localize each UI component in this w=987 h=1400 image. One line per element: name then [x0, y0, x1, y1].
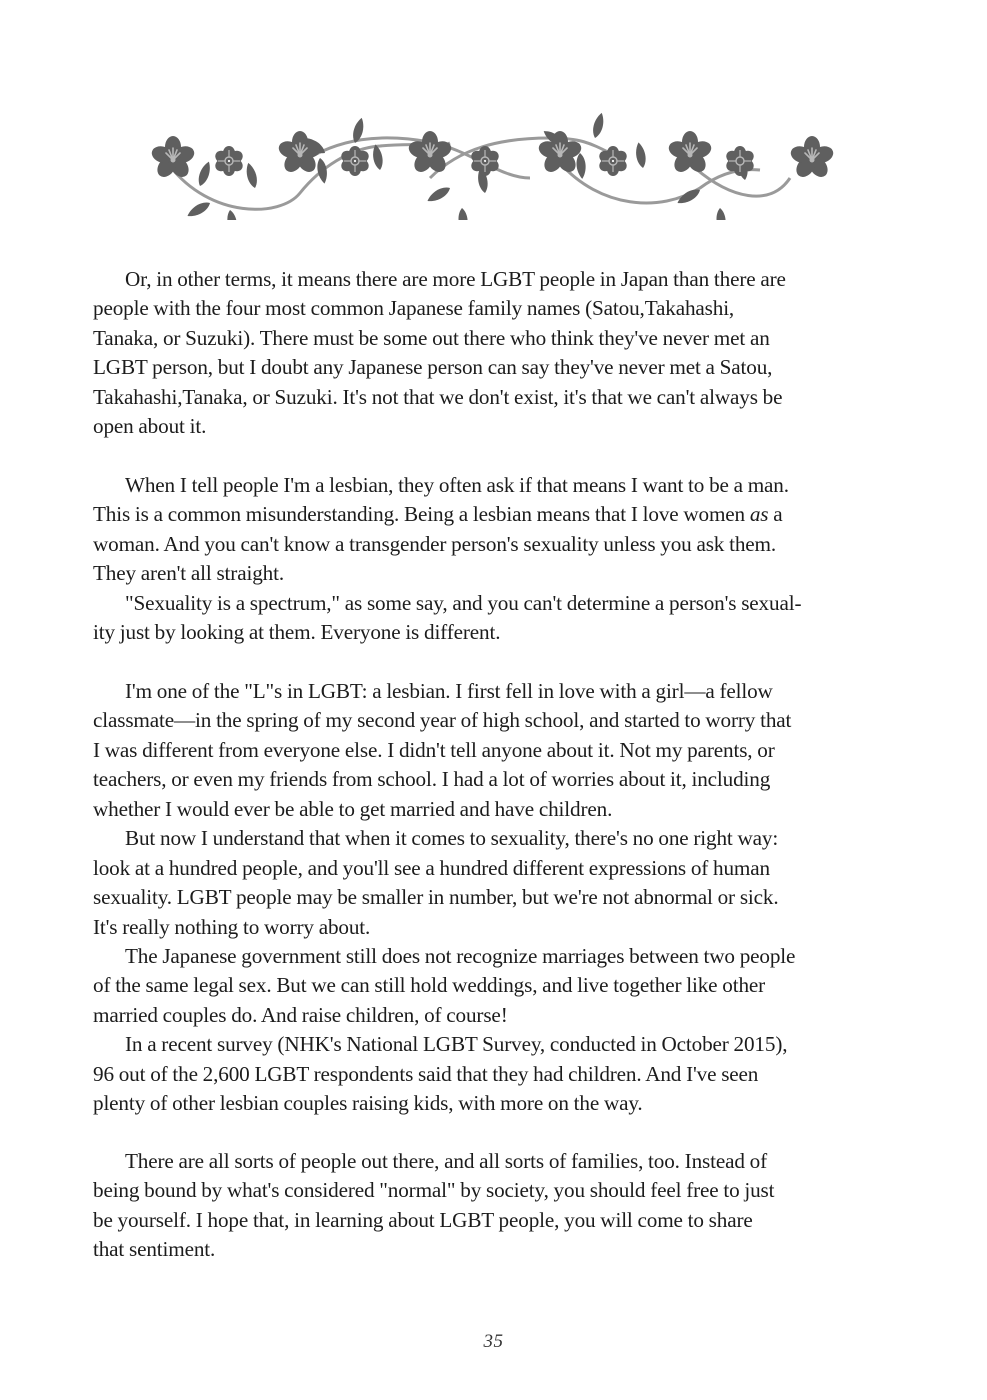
text-line: teachers, or even my friends from school. I had a lot of worries about it, including: [93, 767, 771, 792]
paragraph-conclusion: [93, 1147, 913, 1265]
text-line: "Sexuality is a spectrum," as some say, and you can't determine a person's sexual-: [125, 590, 802, 615]
text-line: Takahashi,Tanaka, or Suzuki. It's not that we don't exist, it's that we can't always be: [93, 384, 783, 409]
text-line: ity just by looking at them. Everyone is different.: [93, 620, 501, 645]
text-line: be yourself. I hope that, in learning about LGBT people, you will come to share: [93, 1207, 753, 1232]
text-line: But now I understand that when it comes to sexuality, there's no one right way:: [125, 826, 779, 851]
text-line: Or, in other terms, it means there are more LGBT people in Japan than there are: [125, 267, 786, 291]
text-line: that sentiment.: [93, 1237, 216, 1262]
text-line: plenty of other lesbian couples raising kids, with more on the way.: [93, 1091, 643, 1116]
leaves: [185, 112, 749, 220]
text-segment: This is a common misunderstanding. Being a lesbian means that I love women: [93, 502, 750, 527]
text-line: They aren't all straight.: [93, 561, 284, 586]
paragraph-misunderstanding: [93, 471, 913, 648]
text-line: of the same legal sex. But we can still hold weddings, and live together like other: [93, 973, 766, 998]
text-line: The Japanese government still does not recognize marriages between two people: [125, 943, 796, 968]
text-line: Tanaka, or Suzuki). There must be some out there who think they've never met an: [93, 325, 770, 350]
page-number: 35: [483, 1331, 504, 1352]
text-line: [93, 500, 913, 529]
text-line: married couples do. And raise children, of course!: [93, 1002, 508, 1027]
text-line: I'm one of the "L"s in LGBT: a lesbian. I first fell in love with a girl—a fellow: [125, 679, 773, 703]
text-line: 96 out of the 2,600 LGBT respondents said that they had children. And I've seen: [93, 1061, 759, 1086]
text-line: people with the four most common Japanese family names (Satou,Takahashi,: [93, 296, 735, 321]
text-line: woman. And you can't know a transgender person's sexuality unless you ask them.: [93, 531, 777, 556]
text-line: When I tell people I'm a lesbian, they often ask if that means I want to be a man.: [125, 473, 789, 497]
text-line: open about it.: [93, 414, 207, 439]
text-segment: a: [768, 502, 783, 527]
text-line: LGBT person, but I doubt any Japanese person can say they've never met a Satou,: [93, 355, 773, 380]
text-line: It's really nothing to worry about.: [93, 914, 371, 939]
flower-vine-ornament-icon: [140, 108, 840, 220]
paragraph-family-names: [93, 265, 913, 442]
paragraph-personal-story: [93, 677, 913, 1119]
text-line: whether I would ever be able to get married and have children.: [93, 796, 613, 821]
emphasized-word: as: [749, 502, 769, 527]
text-line: I was different from everyone else. I didn't tell anyone about it. Not my parents, or: [93, 737, 775, 762]
text-line: There are all sorts of people out there, and all sorts of families, too. Instead of: [125, 1149, 768, 1173]
text-line: classmate—in the spring of my second year of high school, and started to worry that: [93, 708, 792, 733]
text-line: being bound by what's considered "normal" by society, you should feel free to just: [93, 1178, 775, 1203]
text-line: sexuality. LGBT people may be smaller in number, but we're not abnormal or sick.: [93, 885, 779, 910]
text-line: In a recent survey (NHK's National LGBT Survey, conducted in October 2015),: [125, 1032, 788, 1057]
text-line: look at a hundred people, and you'll see a hundred different expressions of human: [93, 855, 770, 880]
